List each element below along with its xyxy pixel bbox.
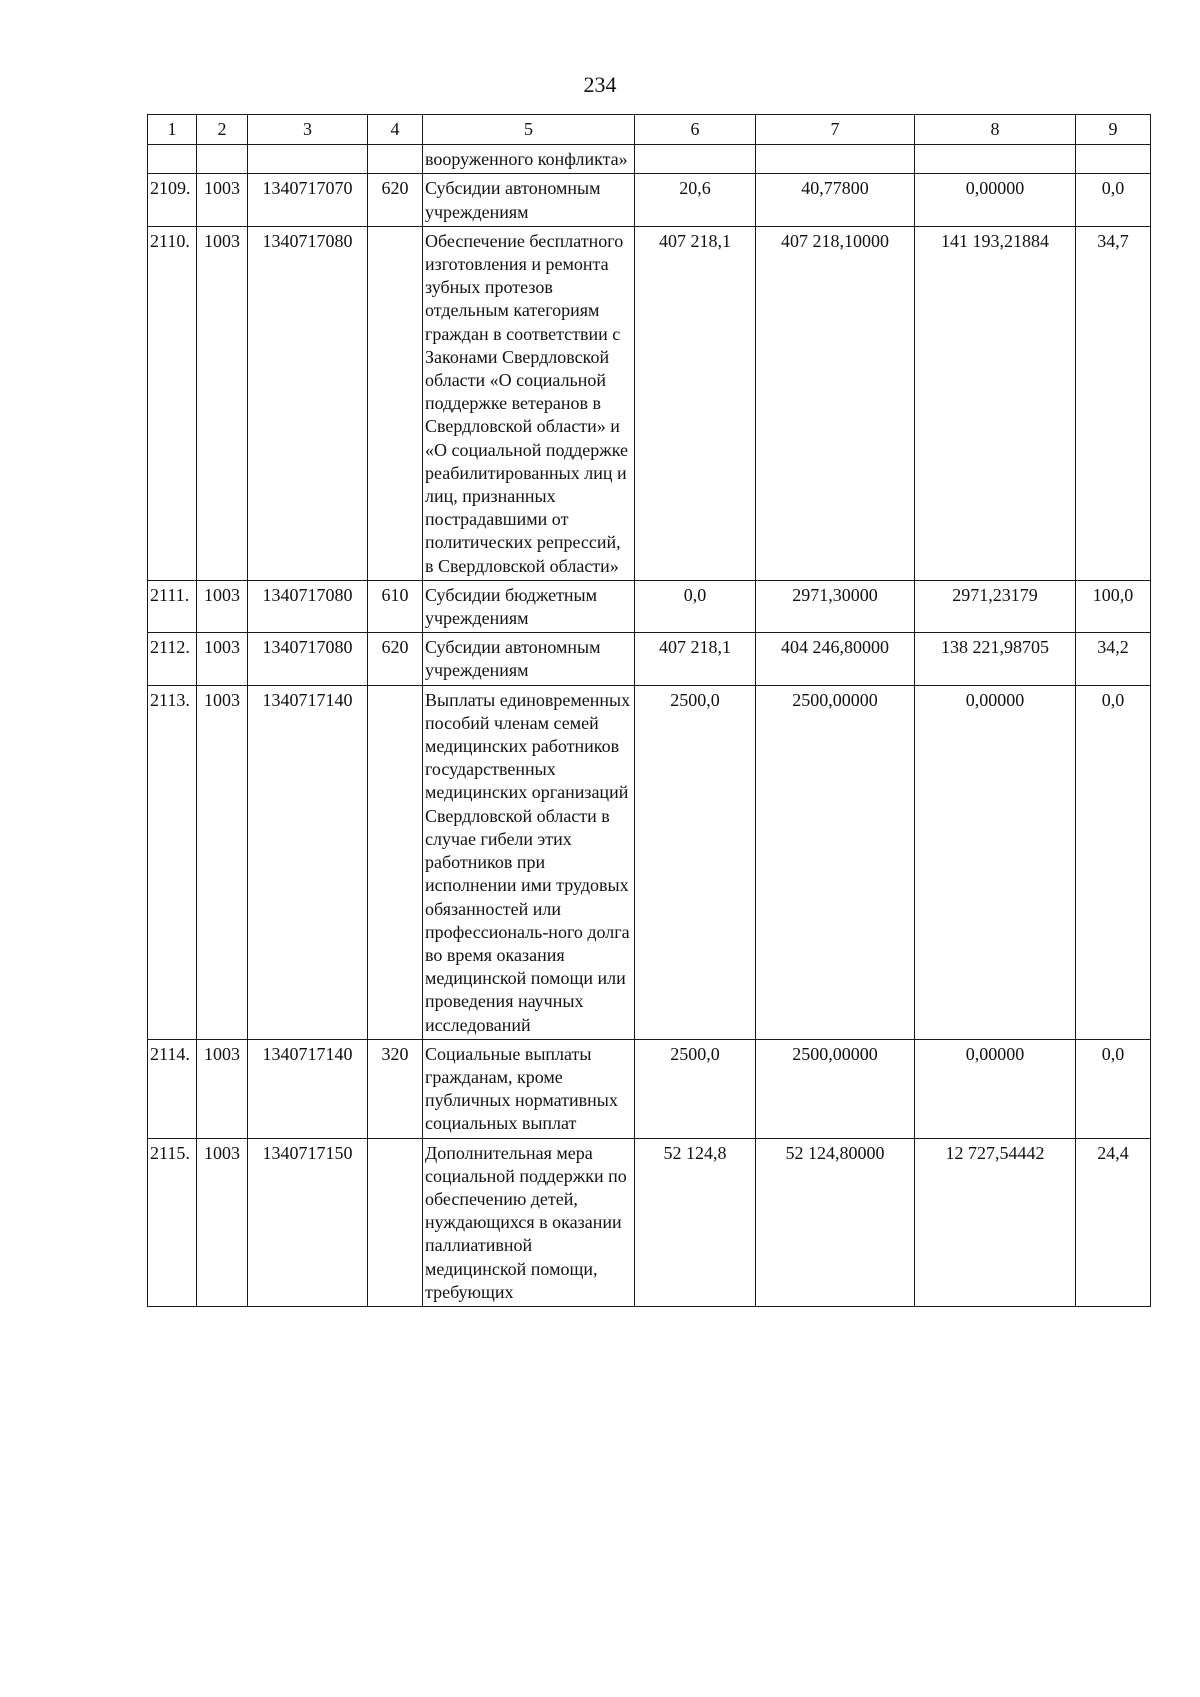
section-cell: 1003 [197,1039,248,1138]
name-cell: Субсидии бюджетным учреждениям [423,580,635,632]
section-cell: 1003 [197,633,248,685]
revised-amount-cell: 40,77800 [756,174,915,226]
percent-cell: 0,0 [1076,174,1151,226]
column-header-2: 2 [197,115,248,145]
column-header-7: 7 [756,115,915,145]
planned-amount-cell: 20,6 [635,174,756,226]
table-row [148,633,1151,685]
row-number-cell: 2112. [148,633,197,685]
row-number-cell: 2110. [148,226,197,580]
percent-cell [1076,145,1151,174]
header-row [148,115,1151,145]
actual-amount-cell: 141 193,21884 [915,226,1076,580]
target-code-cell: 1340717080 [248,580,368,632]
revised-amount-cell: 407 218,10000 [756,226,915,580]
table-row [148,145,1151,174]
target-code-cell [248,145,368,174]
section-cell [197,145,248,174]
actual-amount-cell: 12 727,54442 [915,1138,1076,1306]
name-cell: вооруженного конфликта» [423,145,635,174]
table-body [148,145,1151,1307]
name-cell: Субсидии автономным учреждениям [423,633,635,685]
revised-amount-cell: 2500,00000 [756,1039,915,1138]
revised-amount-cell: 52 124,80000 [756,1138,915,1306]
expense-type-cell: 320 [368,1039,423,1138]
row-number-cell: 2113. [148,685,197,1039]
percent-cell: 0,0 [1076,685,1151,1039]
expense-type-cell [368,685,423,1039]
column-header-4: 4 [368,115,423,145]
revised-amount-cell: 404 246,80000 [756,633,915,685]
target-code-cell: 1340717140 [248,1039,368,1138]
column-header-6: 6 [635,115,756,145]
expense-type-cell [368,145,423,174]
row-number-cell: 2111. [148,580,197,632]
expense-type-cell [368,226,423,580]
actual-amount-cell [915,145,1076,174]
actual-amount-cell: 0,00000 [915,1039,1076,1138]
budget-table [147,114,1151,1307]
section-cell: 1003 [197,174,248,226]
expense-type-cell: 610 [368,580,423,632]
section-cell: 1003 [197,1138,248,1306]
actual-amount-cell: 138 221,98705 [915,633,1076,685]
name-cell: Обеспечение бесплатного изготовления и ремонта зубных протезов отдельным категориям граждан в соответствии с Законами Свердловской области «О социальной поддержке ветеранов в Свердловской области» и «О социальной поддержке реабилитированных лиц и лиц, признанных пострадавшими от политических репрессий, в Свердловской области» [423,226,635,580]
planned-amount-cell [635,145,756,174]
percent-cell: 0,0 [1076,1039,1151,1138]
revised-amount-cell [756,145,915,174]
name-cell: Субсидии автономным учреждениям [423,174,635,226]
planned-amount-cell: 407 218,1 [635,633,756,685]
column-header-1: 1 [148,115,197,145]
section-cell: 1003 [197,685,248,1039]
target-code-cell: 1340717070 [248,174,368,226]
percent-cell: 100,0 [1076,580,1151,632]
revised-amount-cell: 2500,00000 [756,685,915,1039]
target-code-cell: 1340717140 [248,685,368,1039]
actual-amount-cell: 2971,23179 [915,580,1076,632]
revised-amount-cell: 2971,30000 [756,580,915,632]
planned-amount-cell: 407 218,1 [635,226,756,580]
percent-cell: 34,7 [1076,226,1151,580]
table-row [148,1039,1151,1138]
table-row [148,1138,1151,1306]
percent-cell: 34,2 [1076,633,1151,685]
row-number-cell: 2115. [148,1138,197,1306]
table-row [148,226,1151,580]
name-cell: Дополнительная мера социальной поддержки по обеспечению детей, нуждающихся в оказании паллиативной медицинской помощи, требующих [423,1138,635,1306]
table-header [148,115,1151,145]
row-number-cell: 2109. [148,174,197,226]
table-row [148,685,1151,1039]
actual-amount-cell: 0,00000 [915,685,1076,1039]
column-header-8: 8 [915,115,1076,145]
expense-type-cell [368,1138,423,1306]
percent-cell: 24,4 [1076,1138,1151,1306]
section-cell: 1003 [197,580,248,632]
expense-type-cell: 620 [368,174,423,226]
name-cell: Выплаты единовременных пособий членам семей медицинских работников государственных медицинских организаций Свердловской области в случае гибели этих работников при исполнении ими трудовых обязанностей или профессиональ-ного долга во время оказания медицинской помощи или проведения научных исследований [423,685,635,1039]
target-code-cell: 1340717080 [248,226,368,580]
name-cell: Социальные выплаты гражданам, кроме публичных нормативных социальных выплат [423,1039,635,1138]
expense-type-cell: 620 [368,633,423,685]
row-number-cell: 2114. [148,1039,197,1138]
table-row [148,174,1151,226]
page-number: 234 [583,72,617,97]
table-row [148,580,1151,632]
planned-amount-cell: 2500,0 [635,685,756,1039]
section-cell: 1003 [197,226,248,580]
planned-amount-cell: 0,0 [635,580,756,632]
column-header-9: 9 [1076,115,1151,145]
column-header-5: 5 [423,115,635,145]
target-code-cell: 1340717150 [248,1138,368,1306]
planned-amount-cell: 52 124,8 [635,1138,756,1306]
row-number-cell [148,145,197,174]
planned-amount-cell: 2500,0 [635,1039,756,1138]
column-header-3: 3 [248,115,368,145]
target-code-cell: 1340717080 [248,633,368,685]
actual-amount-cell: 0,00000 [915,174,1076,226]
